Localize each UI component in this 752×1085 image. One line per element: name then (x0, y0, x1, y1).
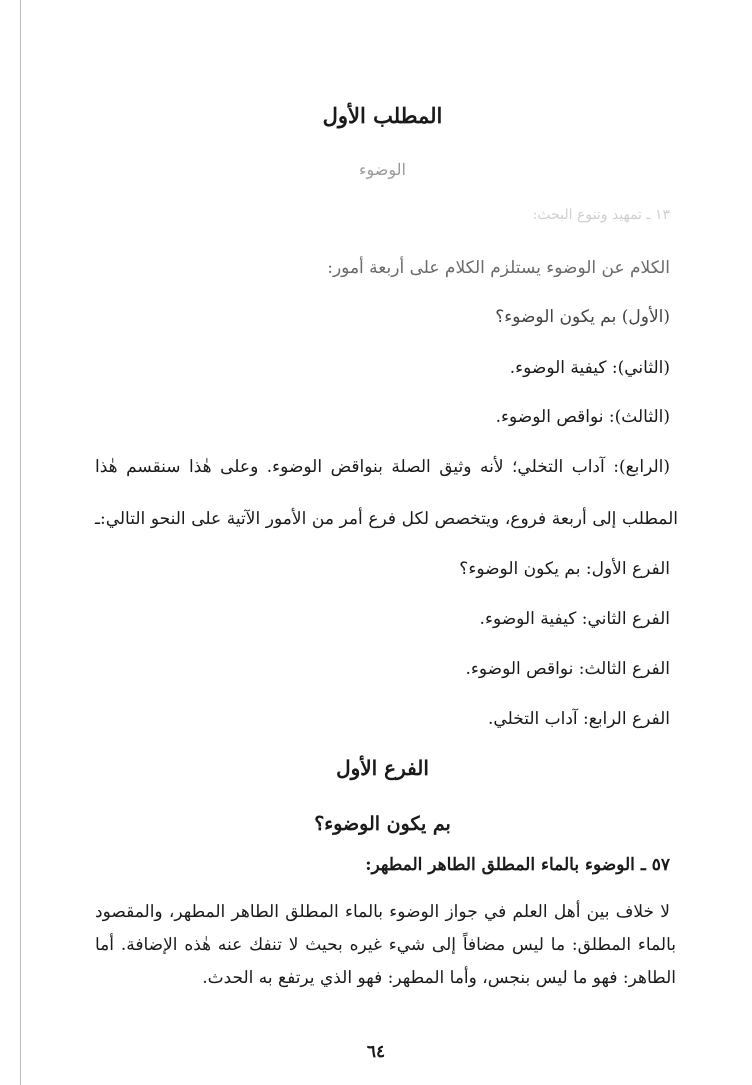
subsection-heading: ٥٧ ـ الوضوء بالماء المطلق الطاهر المطهر: (365, 855, 670, 875)
paragraph-line-2: بالماء المطلق: ما ليس مضافاً إلى شيء غيره بحيث لا تنفك عنه هٰذه الإضافة. أما (95, 935, 676, 955)
page-edge-line (20, 0, 21, 1085)
section-subtitle: بم يكون الوضوء؟ (314, 813, 451, 835)
branch-item-3: الفرع الثالث: نواقص الوضوء. (465, 659, 670, 679)
intro-item-2: (الثاني): كيفية الوضوء. (509, 358, 670, 378)
paragraph-line-1: لا خلاف بين أهل العلم في جواز الوضوء بالماء المطلق الطاهر المطهر، والمقصود (95, 902, 670, 922)
page-number: ٦٤ (366, 1042, 386, 1062)
intro-item-1: (الأول) بم يكون الوضوء؟ (495, 307, 670, 327)
section-title: الفرع الأول (336, 756, 429, 780)
intro-item-4-line1: (الرابع): آداب التخلي؛ لأنه وثيق الصلة بنواقض الوضوء. وعلى هٰذا سنقسم هٰذا (95, 457, 670, 477)
faded-heading: ١٣ ـ تمهيد وتنوع البحث: (532, 207, 670, 223)
branch-item-4: الفرع الرابع: آداب التخلي. (488, 709, 670, 729)
intro-text: الكلام عن الوضوء يستلزم الكلام على أربعة أمور: (327, 258, 670, 278)
chapter-title: المطلب الأول (322, 103, 443, 128)
branch-item-2: الفرع الثاني: كيفية الوضوء. (479, 609, 670, 629)
chapter-subtitle: الوضوء (359, 160, 406, 179)
branch-item-1: الفرع الأول: بم يكون الوضوء؟ (459, 559, 670, 579)
paragraph-line-3: الطاهر: فهو ما ليس بنجس، وأما المطهر: فهو الذي يرتفع به الحدث. (202, 968, 676, 988)
intro-item-4-line2: المطلب إلى أربعة فروع، ويتخصص لكل فرع أمر من الأمور الآتية على النحو التالي:ـ (95, 509, 678, 529)
intro-item-3: (الثالث): نواقص الوضوء. (495, 407, 670, 427)
page-content (95, 0, 678, 1085)
